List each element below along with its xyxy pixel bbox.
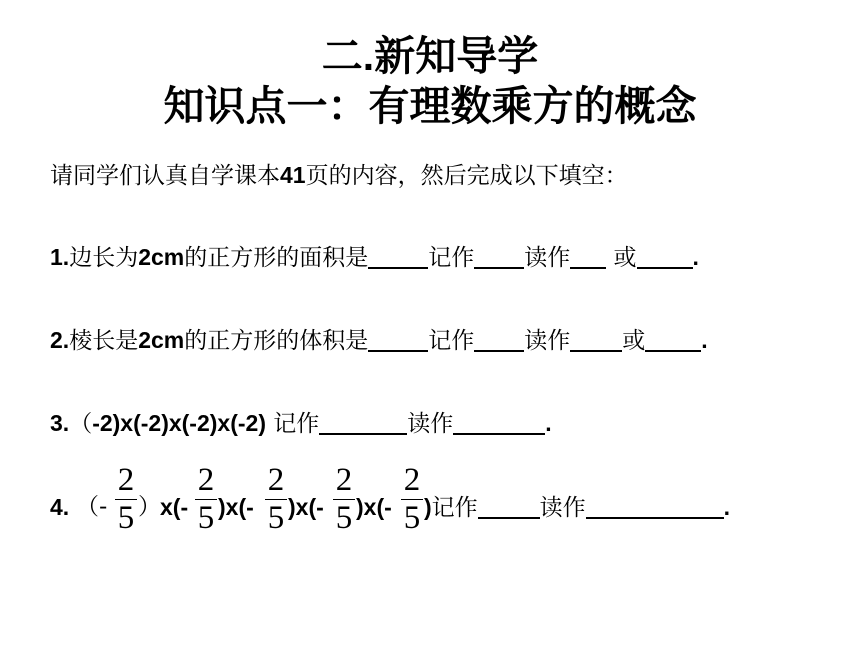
topic-title: [0, 82, 860, 130]
q2-text-b: 的正方形的体积是: [184, 328, 369, 354]
q1-text-b: 的正方形的面积是: [184, 245, 369, 271]
section-title: [0, 32, 860, 80]
intro-text-2: 页的内容，然后完成以下填空：: [305, 163, 628, 189]
q3-end: .: [545, 410, 552, 436]
q4-blank-1[interactable]: [478, 495, 540, 519]
q2-unit: 2cm: [138, 327, 185, 353]
q2-blank-4[interactable]: [645, 328, 701, 352]
q3-expression: -2)x(-2)x(-2)x(-2): [92, 410, 266, 436]
intro-text-1: 请同学们认真自学课本: [50, 163, 280, 189]
question-3: [50, 408, 552, 439]
q2-text-c: 记作: [428, 328, 475, 354]
fraction-denominator: 5: [403, 500, 421, 536]
fraction-denominator: 5: [267, 500, 285, 536]
q4-times-2: )x(-: [218, 494, 254, 520]
q1-end: .: [692, 244, 699, 270]
q4-tail: [424, 492, 730, 523]
fraction-two-fifths: [400, 464, 424, 535]
fraction-denominator: 5: [197, 500, 215, 536]
q2-text-e: 或: [622, 328, 646, 354]
question-2: [50, 325, 708, 356]
q4-blank-2[interactable]: [586, 495, 724, 519]
q2-blank-3[interactable]: [570, 328, 622, 352]
fraction-numerator: 2: [197, 462, 215, 498]
q1-text-c: 记作: [428, 245, 475, 271]
q4-text-c: 记作: [431, 495, 478, 521]
fraction-two-fifths: [194, 464, 218, 535]
q2-text-a: 棱长是: [69, 328, 139, 354]
q4-close-paren-1: ）: [138, 494, 161, 520]
q2-text-d: 读作: [524, 328, 571, 354]
q1-text-a: 边长为: [69, 245, 139, 271]
q4-end: .: [723, 494, 731, 520]
q2-blank-1[interactable]: [368, 328, 428, 352]
topic-title-text: 知识点一：有理数乘方的概念: [163, 83, 697, 129]
fraction-denominator: 5: [117, 500, 135, 536]
intro-instruction: [50, 160, 628, 191]
fraction-numerator: 2: [403, 462, 421, 498]
q2-number: 2.: [50, 327, 70, 353]
fraction-numerator: 2: [267, 462, 285, 498]
q4-times-3: )x(-: [288, 494, 324, 520]
q2-end: .: [701, 327, 708, 353]
q1-blank-4[interactable]: [637, 245, 693, 269]
q3-paren: （: [69, 411, 93, 437]
fraction-numerator: 2: [335, 462, 353, 498]
q4-times-1: x(-: [160, 494, 189, 520]
q3-blank-1[interactable]: [319, 411, 407, 435]
q1-text-e: 或: [606, 245, 637, 271]
q4-close-paren: ): [424, 494, 432, 520]
fraction-numerator: 2: [117, 462, 135, 498]
q3-number: 3.: [50, 410, 70, 436]
q1-blank-3[interactable]: [570, 245, 606, 269]
fraction-two-fifths: [264, 464, 288, 535]
q4-times-4: )x(-: [356, 494, 392, 520]
question-1: [50, 242, 699, 273]
fraction-two-fifths: [332, 464, 356, 535]
q3-text-d: 读作: [407, 411, 454, 437]
fraction-two-fifths: [114, 464, 138, 535]
intro-page-number: 41: [280, 162, 306, 188]
q4-open-paren: （-: [76, 494, 108, 520]
fraction-denominator: 5: [335, 500, 353, 536]
q4-text-d: 读作: [539, 495, 586, 521]
section-title-text: 二.新知导学: [321, 33, 539, 79]
q1-number: 1.: [50, 244, 70, 270]
q1-blank-2[interactable]: [474, 245, 524, 269]
q3-text-c: 记作: [265, 411, 320, 437]
q1-blank-1[interactable]: [368, 245, 428, 269]
q3-blank-2[interactable]: [453, 411, 545, 435]
q1-unit: 2cm: [138, 244, 185, 270]
q2-blank-2[interactable]: [474, 328, 524, 352]
q4-number: 4.: [50, 494, 70, 520]
q1-text-d: 读作: [524, 245, 571, 271]
